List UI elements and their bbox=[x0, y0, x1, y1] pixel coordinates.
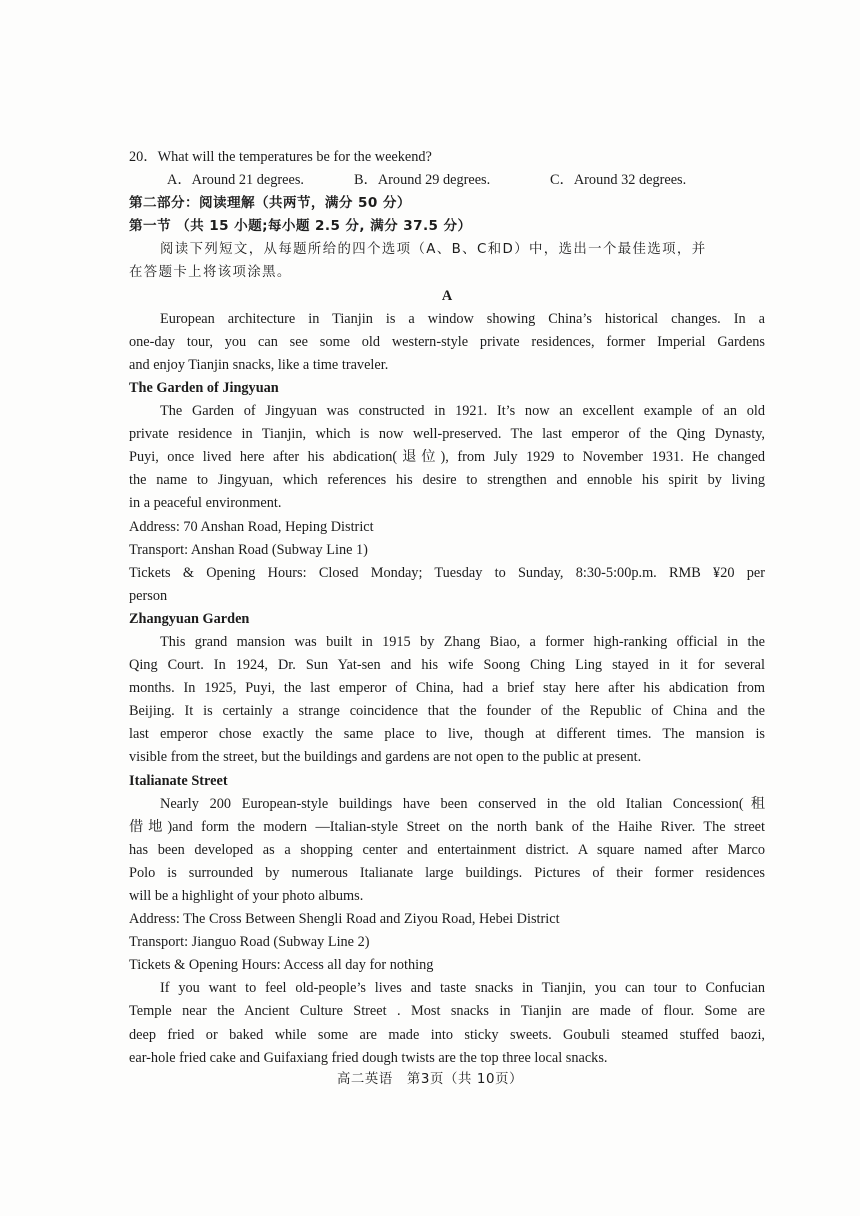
italianate-line-4: Polo is surrounded by numerous Italianate large buildings. Pictures of their former residences bbox=[129, 864, 765, 881]
jingyuan-line-4: the name to Jingyuan, which references his desire to strengthen and ennoble his spirit by living bbox=[129, 472, 765, 489]
zhangyuan-line-1: This grand mansion was built in 1915 by Zhang Biao, a former high-ranking official in the bbox=[160, 633, 765, 650]
italianate-line-1: Nearly 200 European-style buildings have been conserved in the old Italian Concession(租 bbox=[160, 795, 765, 812]
italianate-tickets: Tickets & Opening Hours: Access all day for nothing bbox=[129, 957, 434, 974]
option-a: A．Around 21 degrees. bbox=[167, 172, 304, 189]
italianate-line-2: 借地)and form the modern —Italian-style Street on the north bank of the Haihe River. The street bbox=[129, 818, 765, 835]
zhangyuan-line-2: Qing Court. In 1924, Dr. Sun Yat-sen and his wife Soong Ching Ling stayed in it for several bbox=[129, 657, 765, 674]
jingyuan-transport: Transport: Anshan Road (Subway Line 1) bbox=[129, 541, 368, 558]
jingyuan-tickets-line-2: person bbox=[129, 587, 168, 604]
italianate-address: Address: The Cross Between Shengli Road and Ziyou Road, Hebei District bbox=[129, 911, 560, 928]
zhangyuan-heading: Zhangyuan Garden bbox=[129, 610, 250, 627]
italianate-line-3: has been developed as a shopping center and entertainment district. A square named after Marco bbox=[129, 841, 765, 858]
snacks-paragraph bbox=[129, 977, 765, 1069]
instruction-line-2: 在答题卡上将该项涂黑。 bbox=[129, 265, 292, 281]
intro-paragraph bbox=[129, 308, 765, 377]
part2-title: 第二部分：阅读理解（共两节，满分 50 分） bbox=[129, 195, 411, 212]
snacks-line-1: If you want to feel old-people’s lives and taste snacks in Tianjin, you can tour to Confucian bbox=[160, 980, 765, 997]
jingyuan-address: Address: 70 Anshan Road, Heping District bbox=[129, 518, 374, 535]
italianate-transport: Transport: Jianguo Road (Subway Line 2) bbox=[129, 934, 370, 951]
intro-line-2: one-day tour, you can see some old western-style private residences, former Imperial Gardens bbox=[129, 333, 765, 350]
jingyuan-paragraph bbox=[129, 400, 765, 515]
passage-letter: A bbox=[441, 287, 453, 304]
instruction-line-1: 阅读下列短文，从每题所给的四个选项（A、B、C和D）中，选出一个最佳选项，并 bbox=[160, 242, 707, 258]
zhangyuan-line-6: visible from the street, but the buildings and gardens are not open to the public at present. bbox=[129, 749, 642, 766]
zhangyuan-line-3: months. In 1925, Puyi, the last emperor of China, had a brief stay here after his abdication from bbox=[129, 680, 765, 697]
zhangyuan-line-5: last emperor chose exactly the same place to live, though at different times. The mansion is bbox=[129, 726, 765, 743]
snacks-line-4: ear-hole fried cake and Guifaxiang fried dough twists are the top three local snacks. bbox=[129, 1049, 608, 1066]
option-c: C．Around 32 degrees. bbox=[550, 172, 687, 189]
option-b: B．Around 29 degrees. bbox=[354, 172, 491, 189]
page-content bbox=[129, 146, 765, 1070]
snacks-line-3: deep fried or baked while some are made into sticky sweets. Goubuli steamed stuffed baozi, bbox=[129, 1026, 765, 1043]
zhangyuan-line-4: Beijing. It is certainly a strange coincidence that the founder of the Republic of China and the bbox=[129, 703, 765, 720]
italianate-heading: Italianate Street bbox=[129, 772, 228, 789]
italianate-paragraph bbox=[129, 793, 765, 908]
page-footer: 高二英语 第3页（共 10页） bbox=[336, 1072, 524, 1087]
question-20-options bbox=[129, 169, 765, 192]
intro-line-3: and enjoy Tianjin snacks, like a time traveler. bbox=[129, 356, 389, 373]
section1-title: 第一节 （共 15 小题;每小题 2.5 分, 满分 37.5 分） bbox=[129, 218, 472, 235]
jingyuan-line-5: in a peaceful environment. bbox=[129, 495, 282, 512]
jingyuan-tickets-line-1: Tickets & Opening Hours: Closed Monday; Tuesday to Sunday, 8:30-5:00p.m. RMB ¥20 per bbox=[129, 564, 765, 581]
italianate-line-5: will be a highlight of your photo albums. bbox=[129, 888, 364, 904]
jingyuan-heading: The Garden of Jingyuan bbox=[129, 379, 279, 396]
snacks-line-2: Temple near the Ancient Culture Street . Most snacks in Tianjin are made of flour. Some are bbox=[129, 1003, 765, 1020]
intro-line-1: European architecture in Tianjin is a window showing China’s historical changes. In a bbox=[160, 310, 765, 327]
zhangyuan-paragraph bbox=[129, 631, 765, 770]
jingyuan-line-2: private residence in Tianjin, which is now well-preserved. The last emperor of the Qing Dynasty, bbox=[129, 426, 765, 443]
jingyuan-line-1: The Garden of Jingyuan was constructed in 1921. It’s now an excellent example of an old bbox=[160, 403, 765, 420]
jingyuan-line-3: Puyi, once lived here after his abdication(退位), from July 1929 to November 1931. He changed bbox=[129, 449, 765, 466]
question-20-stem: 20．What will the temperatures be for the weekend? bbox=[129, 149, 432, 165]
